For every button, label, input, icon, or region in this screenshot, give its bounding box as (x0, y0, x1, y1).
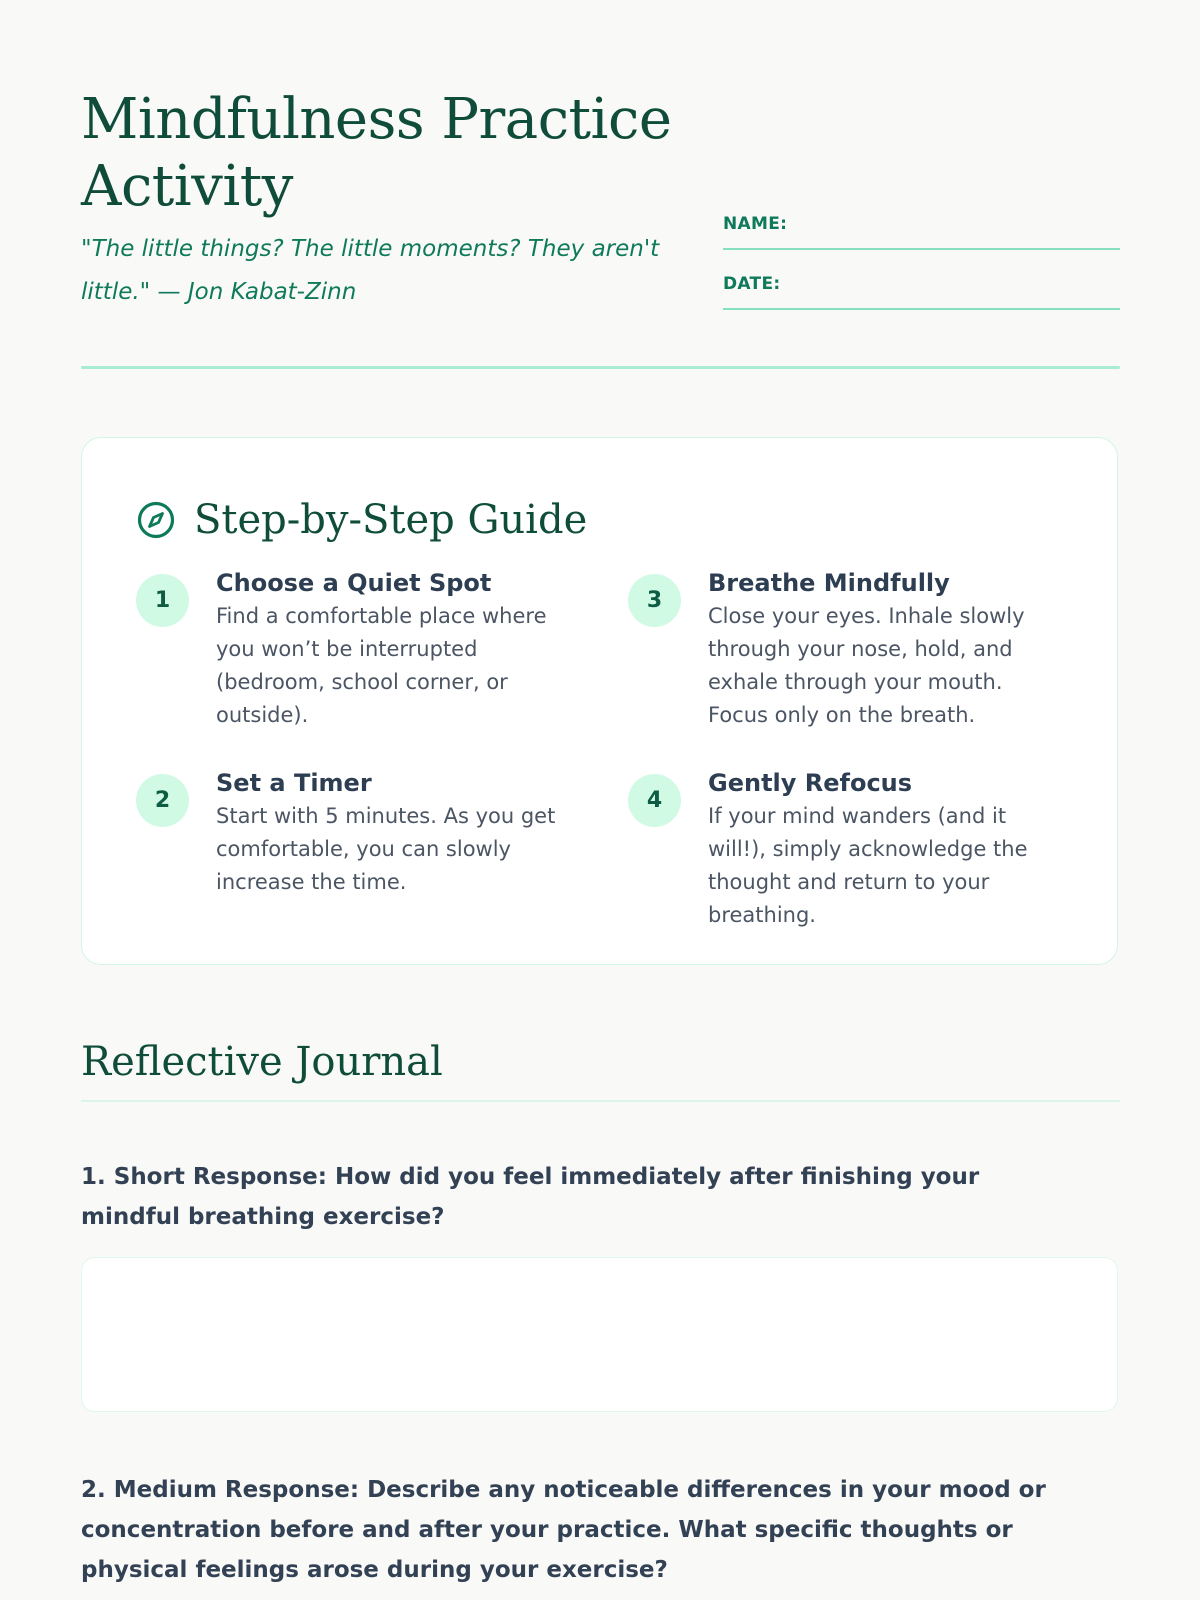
quote: "The little things? The little moments? They aren't little." — Jon Kabat-Zinn (81, 236, 660, 305)
step-guide-card (81, 437, 1118, 965)
step-content (708, 766, 1068, 932)
journal-title: Reflective Journal (81, 1039, 443, 1085)
compass-icon (136, 500, 176, 540)
step-title: Gently Refocus (708, 769, 913, 797)
journal-divider (81, 1100, 1120, 1102)
step-number-badge: 2 (136, 774, 189, 827)
date-label: DATE: (723, 274, 781, 294)
question-1: 1. Short Response: How did you feel immediately after finishing your mindful breathing exercise? (81, 1164, 980, 1230)
name-label: NAME: (723, 214, 788, 234)
student-info-fields (723, 212, 1120, 332)
step-title: Breathe Mindfully (708, 569, 950, 597)
step-description: Close your eyes. Inhale slowly through your nose, hold, and exhale through your mouth. Focus only on the breath. (708, 604, 1025, 727)
step-description: If your mind wanders (and it will!), simply acknowledge the thought and return to your breathing. (708, 804, 1028, 927)
step-number-badge: 1 (136, 574, 189, 627)
date-field[interactable] (723, 272, 1120, 310)
header-divider (81, 366, 1120, 369)
step-number-badge: 3 (628, 574, 681, 627)
page-title: Mindfulness Practice Activity (81, 87, 672, 219)
guide-title: Step-by-Step Guide (194, 497, 588, 543)
name-field[interactable] (723, 212, 1120, 250)
step-title: Set a Timer (216, 769, 372, 797)
step-content (216, 766, 576, 899)
step-content (216, 566, 576, 732)
step-content (708, 566, 1068, 732)
step-description: Find a comfortable place where you won’t be interrupted (bedroom, school corner, or outside). (216, 604, 547, 727)
question-2: 2. Medium Response: Describe any noticeable differences in your mood or concentration before and after your practice. What specific thoughts or physical feelings arose during your exercise? (81, 1477, 1046, 1583)
step-title: Choose a Quiet Spot (216, 569, 492, 597)
worksheet-header (81, 80, 1120, 370)
step-number-badge: 4 (628, 774, 681, 827)
step-description: Start with 5 minutes. As you get comfortable, you can slowly increase the time. (216, 804, 556, 894)
answer-box-1[interactable] (81, 1257, 1118, 1412)
